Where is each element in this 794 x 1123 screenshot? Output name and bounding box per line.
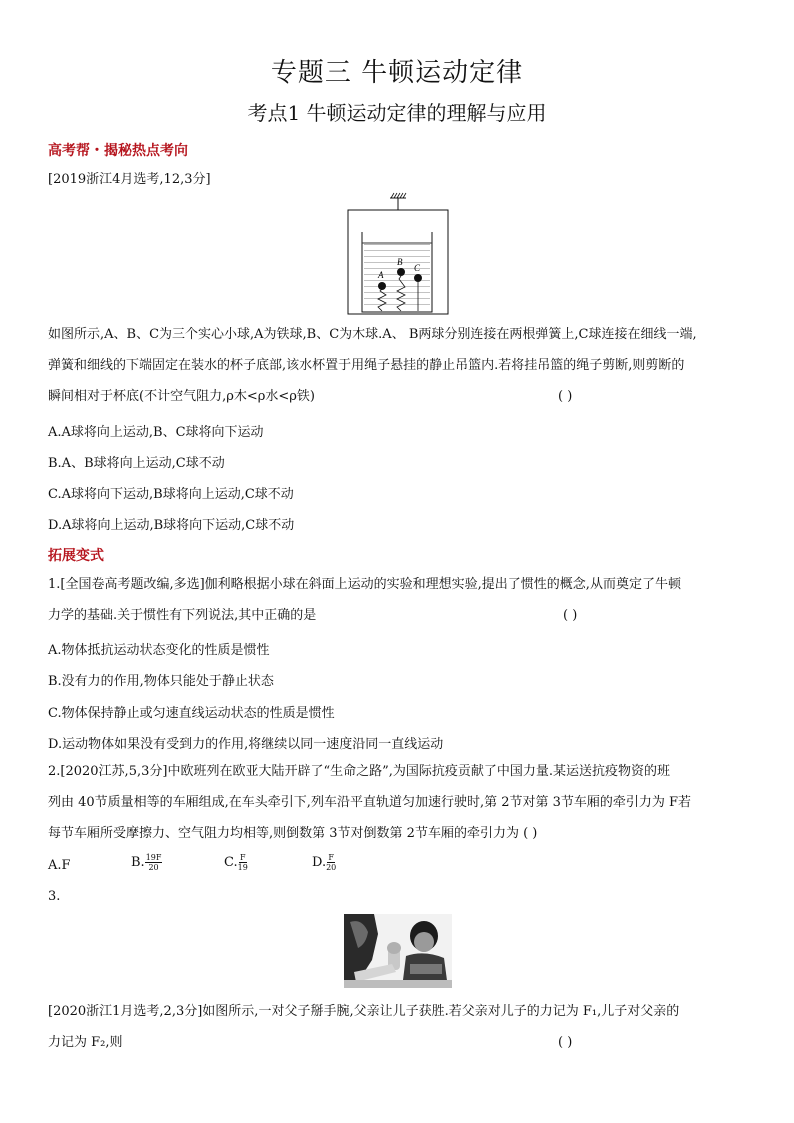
label-c: C (414, 263, 421, 273)
q2-option-c-numerator: F (239, 853, 246, 862)
page-title: 专题三 牛顿运动定律 (270, 58, 524, 88)
answer-paren: ( ) (558, 389, 573, 404)
cup-figure (340, 192, 452, 316)
q2-option-c (224, 853, 248, 872)
q2-option-d-fraction (326, 853, 336, 872)
stem-line-2: 弹簧和细线的下端固定在装水的杯子底部,该水杯置于用绳子悬挂的静止吊篮内.若将挂吊篮的绳子剪断,则剪断的 (48, 358, 685, 373)
q1-answer-paren: ( ) (563, 608, 578, 623)
q2-option-b-prefix: B. (131, 855, 145, 870)
q3-number: 3. (48, 889, 61, 904)
option-d: D.A球将向上运动,B球将向下运动,C球不动 (48, 518, 295, 533)
page-subtitle: 考点1 牛顿运动定律的理解与应用 (247, 101, 547, 125)
q2-option-a: A.F (48, 858, 71, 873)
q2-option-b-denominator: 20 (148, 863, 159, 872)
q2-option-d-prefix: D. (312, 855, 327, 870)
q2-option-b-numerator: 19F (145, 853, 162, 862)
stem-line-3: 瞬间相对于杯底(不计空气阻力,ρ木<ρ水<ρ铁) (48, 389, 315, 404)
q2-option-d-numerator: F (328, 853, 334, 862)
q1-option-a: A.物体抵抗运动状态变化的性质是惯性 (48, 643, 270, 658)
q2-option-c-denominator: 19 (237, 863, 248, 872)
question-source: [2019浙江4月选考,12,3分] (48, 172, 211, 187)
q3-line-2: 力记为 F₂,则 (48, 1035, 123, 1050)
q2-line-1: 2.[2020江苏,5,3分]中欧班列在欧亚大陆开辟了“生命之路”,为国际抗疫贡献了中国力量.某运送抗疫物资的班 (48, 764, 670, 779)
option-a: A.A球将向上运动,B、C球将向下运动 (48, 425, 264, 440)
section-heading-extension: 拓展变式 (48, 548, 104, 564)
q3-answer-paren: ( ) (558, 1035, 573, 1050)
q2-option-c-fraction (238, 853, 248, 872)
q2-line-2: 列由 40节质量相等的车厢组成,在车头牵引下,列车沿平直轨道匀加速行驶时,第 2节对第 3节车厢的牵引力为 F若 (48, 795, 692, 810)
label-a: A (378, 270, 384, 280)
q2-option-d (312, 853, 336, 872)
option-b: B.A、B球将向上运动,C球不动 (48, 456, 225, 471)
q2-option-b (131, 853, 162, 872)
q3-line-1: [2020浙江1月选考,2,3分]如图所示,一对父子掰手腕,父亲让儿子获胜.若父亲对儿子的力记为 F₁,儿子对父亲的 (48, 1004, 680, 1019)
q2-option-d-denominator: 20 (326, 863, 337, 872)
q2-option-c-prefix: C. (224, 855, 238, 870)
arm-wrestling-photo (344, 914, 452, 988)
q1-option-b: B.没有力的作用,物体只能处于静止状态 (48, 674, 274, 689)
stem-line-1: 如图所示,A、B、C为三个实心小球,A为铁球,B、C为木球.A、 B两球分别连接在两根弹簧上,C球连接在细线一端, (48, 327, 697, 342)
label-b: B (397, 257, 403, 267)
option-c: C.A球将向下运动,B球将向上运动,C球不动 (48, 487, 294, 502)
q1-option-c: C.物体保持静止或匀速直线运动状态的性质是惯性 (48, 706, 335, 721)
q1-line-2: 力学的基础.关于惯性有下列说法,其中正确的是 (48, 608, 317, 623)
section-heading-gaokao: 高考帮・揭秘热点考向 (48, 143, 188, 159)
q2-option-b-fraction (145, 853, 163, 872)
q1-option-d: D.运动物体如果没有受到力的作用,将继续以同一速度沿同一直线运动 (48, 737, 444, 752)
q2-line-3: 每节车厢所受摩擦力、空气阻力均相等,则倒数第 3节对倒数第 2节车厢的牵引力为 ( ) (48, 826, 538, 841)
q1-line-1: 1.[全国卷高考题改编,多选]伽利略根据小球在斜面上运动的实验和理想实验,提出了惯性的概念,从而奠定了牛顿 (48, 577, 681, 592)
